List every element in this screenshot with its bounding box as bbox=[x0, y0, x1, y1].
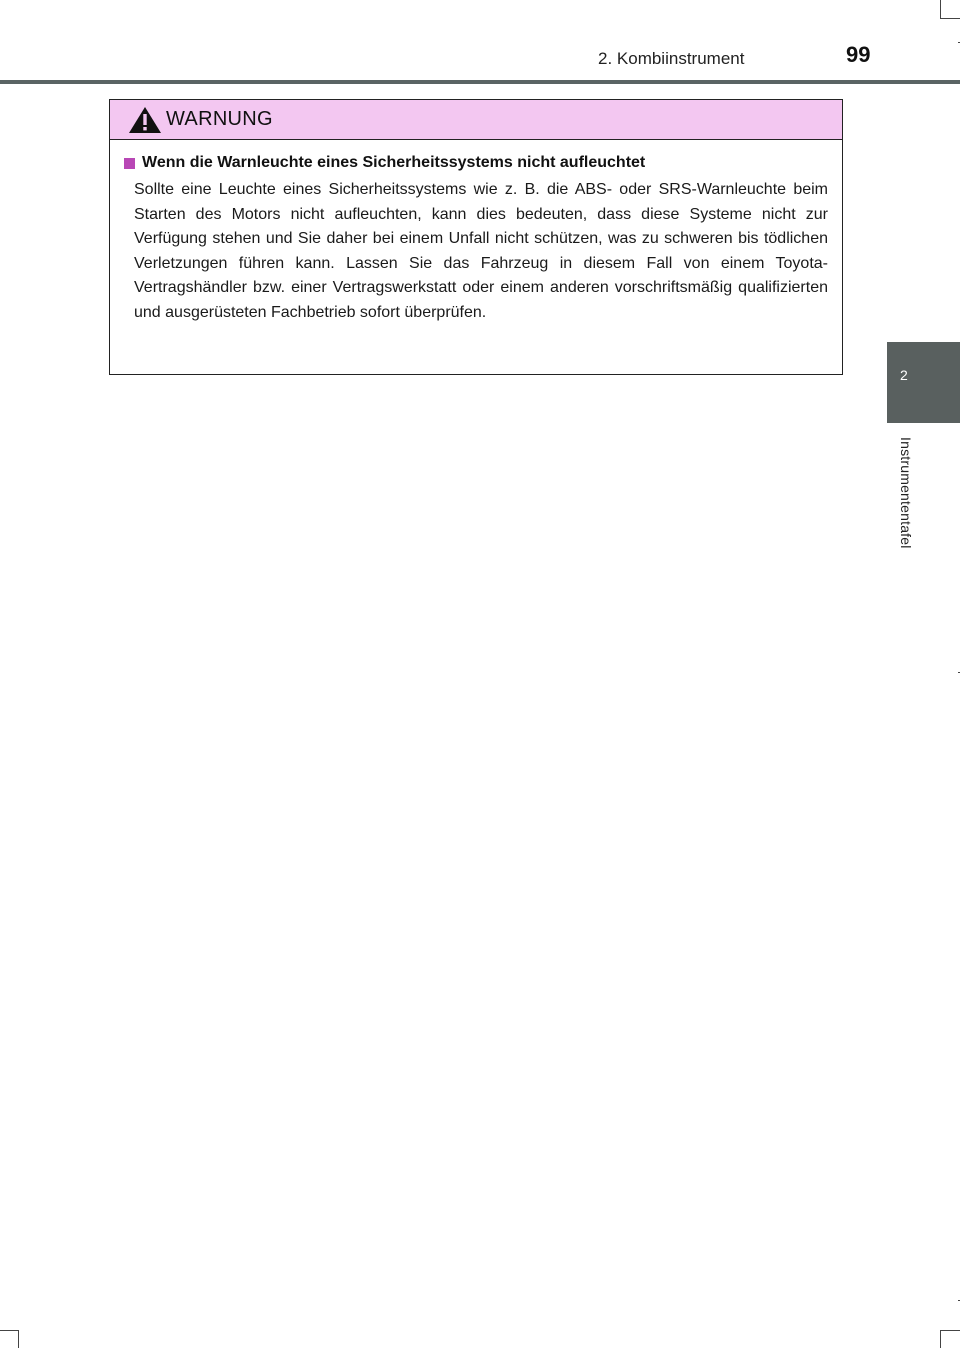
warning-heading: Wenn die Warnleuchte eines Sicherheitssystems nicht aufleuchtet bbox=[142, 154, 646, 171]
chapter-tab-number: 2 bbox=[900, 367, 908, 383]
warning-header bbox=[110, 100, 842, 140]
warning-paragraph: Sollte eine Leuchte eines Sicherheitssystems wie z. B. die ABS- oder SRS-Warnleuchte beim Starten des Motors nicht aufleuchten, kann dies bedeuten, dass diese Systeme nicht zur Verfügung stehen und Sie daher bei einem Unfall nicht schützen, was zu schweren bis tödlichen Verletzungen führen kann. Lassen Sie das Fahrzeug in diesem Fall von einem Toyota-Vertragshändler bzw. einer Vertragswerkstatt oder einem anderen vorschriftsmäßig qualifizierten und ausgerüsteten Fachbetrieb sofort überprüfen. bbox=[134, 181, 828, 321]
square-bullet-icon bbox=[124, 158, 135, 169]
warning-body bbox=[110, 140, 842, 325]
chapter-title: 2. Kombiinstrument bbox=[598, 49, 745, 68]
crop-mark bbox=[940, 1330, 941, 1348]
crop-mark bbox=[940, 18, 960, 19]
chapter-tab-label: Instrumententafel bbox=[898, 437, 914, 549]
warning-heading-row bbox=[124, 154, 828, 172]
crop-mark bbox=[18, 1330, 19, 1348]
header-rule bbox=[0, 80, 960, 84]
warning-box bbox=[109, 99, 843, 375]
crop-mark bbox=[940, 1330, 960, 1331]
chapter-tab bbox=[887, 342, 960, 423]
warning-triangle-icon bbox=[128, 106, 162, 134]
crop-mark bbox=[940, 0, 941, 18]
crop-mark bbox=[0, 1330, 18, 1331]
page-number: 99 bbox=[846, 42, 871, 67]
warning-title: WARNUNG bbox=[166, 108, 273, 130]
